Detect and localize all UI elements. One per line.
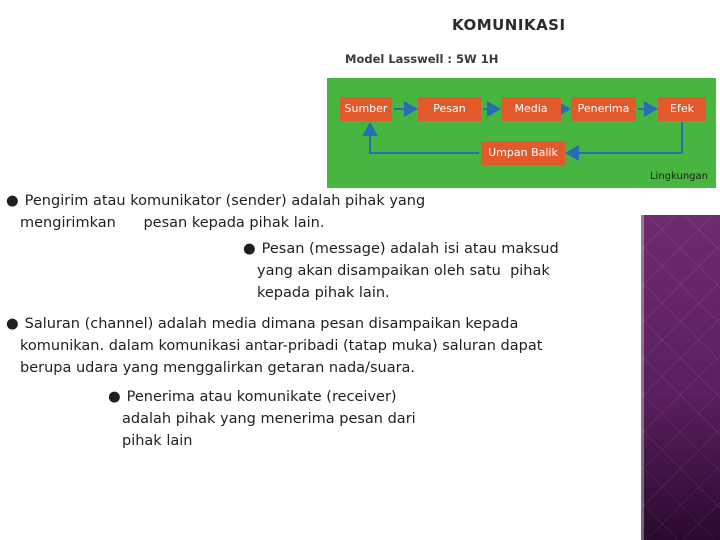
bullet-icon: ● (243, 241, 256, 257)
paragraph-line: berupa udara yang menggalirkan getaran nada/suara. (20, 360, 416, 376)
paragraph-line: pihak lain (122, 433, 193, 449)
paragraph-message (243, 238, 559, 304)
box-sumber: Sumber (340, 97, 392, 121)
paragraph-line: Pengirim atau komunikator (sender) adalah pihak yang (24, 193, 426, 209)
paragraph-line: Pesan (message) adalah isi atau maksud (261, 241, 559, 257)
paragraph-receiver (108, 386, 416, 452)
slide-title: KOMUNIKASI (452, 16, 566, 34)
paragraph-line: kepada pihak lain. (257, 285, 390, 301)
decorative-side-strip (641, 215, 720, 540)
paragraph-line: Saluran (channel) adalah media dimana pesan disampaikan kepada (24, 316, 519, 332)
box-pesan: Pesan (418, 97, 481, 121)
bullet-icon: ● (6, 193, 19, 209)
environment-label: Lingkungan (649, 171, 708, 182)
lasswell-diagram (327, 78, 716, 188)
paragraph-line: Penerima atau komunikate (receiver) (126, 389, 397, 405)
paragraph-sender (6, 190, 425, 234)
paragraph-line: adalah pihak yang menerima pesan dari (122, 411, 416, 427)
box-efek: Efek (658, 97, 706, 121)
diagram-subtitle: Model Lasswell : 5W 1H (345, 52, 499, 66)
arrow-efek-umpan-balik (567, 122, 682, 153)
bullet-icon: ● (108, 389, 121, 405)
paragraph-line: yang akan disampaikan oleh satu pihak (257, 263, 550, 279)
paragraph-channel (6, 313, 542, 379)
paragraph-line: mengirimkan pesan kepada pihak lain. (20, 215, 325, 231)
arrow-umpan-balik-sumber (370, 124, 479, 153)
paragraph-line: komunikan. dalam komunikasi antar-pribadi (tatap muka) saluran dapat (20, 338, 543, 354)
box-umpan-balik: Umpan Balik (481, 141, 565, 165)
box-media: Media (501, 97, 561, 121)
bullet-icon: ● (6, 316, 19, 332)
box-penerima: Penerima (571, 97, 636, 121)
